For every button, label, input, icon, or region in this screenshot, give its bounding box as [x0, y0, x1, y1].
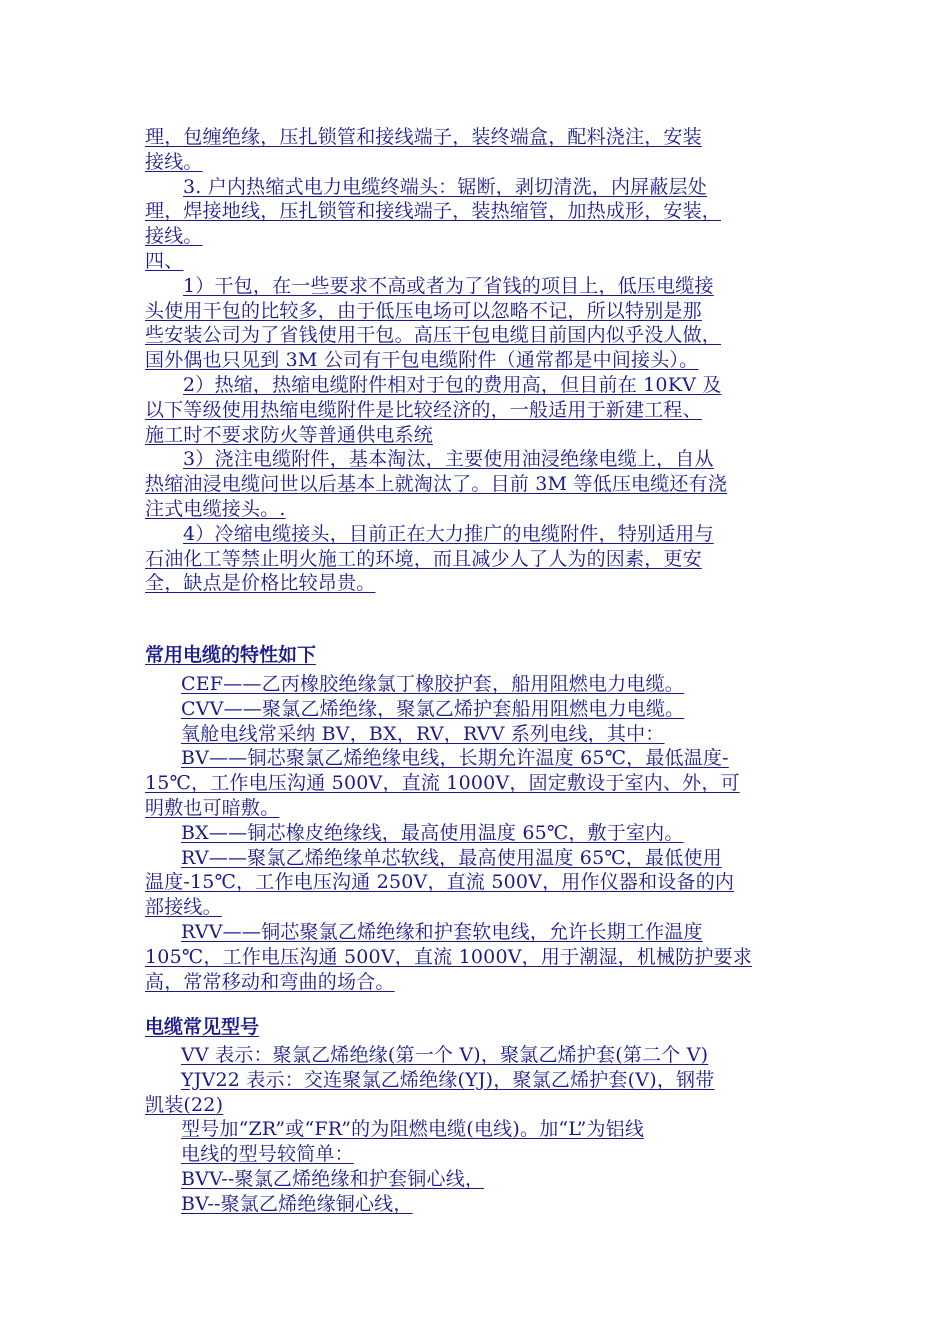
text-line: VV 表示：聚氯乙烯绝缘(第一个 V)，聚氯乙烯护套(第二个 V): [181, 1044, 709, 1066]
text-line: BV--聚氯乙烯绝缘铜心线，: [181, 1192, 413, 1215]
text-line: 1）干包，在一些要求不高或者为了省钱的项目上，低压电缆接: [183, 274, 714, 297]
text-line: 头使用干包的比较多，由于低压电场可以忽略不记，所以特别是那: [145, 299, 702, 322]
text-line: 2）热缩，热缩电缆附件相对于包的费用高，但目前在 10KV 及: [183, 373, 722, 396]
text-line: 3. 户内热缩式电力电缆终端头：锯断，剥切清洗，内屏蔽层处: [183, 175, 707, 198]
text-line: 接线。: [145, 150, 203, 173]
section-heading-cable-properties: 常用电缆的特性如下: [145, 644, 317, 666]
text-line: 3）浇注电缆附件，基本淘汰，主要使用油浸绝缘电缆上，自从: [183, 448, 714, 471]
text-line: BV——铜芯聚氯乙烯绝缘电线，长期允许温度 65℃，最低温度-: [181, 747, 729, 770]
text-line: CVV——聚氯乙烯绝缘，聚氯乙烯护套船用阻燃电力电缆。: [181, 697, 685, 720]
text-line: 石油化工等禁止明火施工的环境，而且减少人了人为的因素，更安: [145, 547, 702, 570]
text-line: BX——铜芯橡皮绝缘线，最高使用温度 65℃，敷于室内。: [181, 821, 684, 844]
text-line: BVV--聚氯乙烯绝缘和护套铜心线，: [181, 1167, 485, 1190]
text-line: RV——聚氯乙烯绝缘单芯软线，最高使用温度 65℃，最低使用: [181, 846, 722, 869]
section-cable-accessories: [145, 125, 810, 596]
text-line: 凯装(22): [145, 1093, 224, 1116]
text-line: 105℃，工作电压沟通 500V，直流 1000V，用于潮湿，机械防护要求: [145, 945, 753, 968]
text-line: 明敷也可暗敷。: [145, 796, 280, 819]
text-line: 电线的型号较简单：: [181, 1143, 354, 1166]
text-line: 注式电缆接头。.: [145, 497, 286, 520]
text-line: 四、: [145, 249, 184, 272]
text-line: 部接线。: [145, 896, 222, 919]
text-line: 些安装公司为了省钱使用干包。高压干包电缆目前国内似乎没人做，: [145, 324, 722, 347]
section-cable-models: [145, 1043, 810, 1217]
text-line: 热缩油浸电缆问世以后基本上就淘汰了。目前 3M 等低压电缆还有浇: [145, 473, 728, 496]
text-line: RVV——铜芯聚氯乙烯绝缘和护套软电线，允许长期工作温度: [181, 920, 703, 943]
text-line: 高，常常移动和弯曲的场合。: [145, 970, 395, 993]
text-line: 4）冷缩电缆接头，目前正在大力推广的电缆附件，特别适用与: [183, 522, 714, 545]
text-line: 理，焊接地线，压扎锁管和接线端子，装热缩管，加热成形，安装，: [145, 200, 722, 223]
text-line: 理，包缠绝缘，压扎锁管和接线端子，装终端盒，配料浇注，安装: [145, 126, 702, 148]
text-line: 全，缺点是价格比较昂贵。: [145, 572, 376, 595]
text-line: 温度-15℃，工作电压沟通 250V，直流 500V，用作仪器和设备的内: [145, 871, 735, 894]
text-line: 以下等级使用热缩电缆附件是比较经济的，一般适用于新建工程、: [145, 398, 702, 421]
text-line: 型号加“ZR”或“FR”的为阻燃电缆(电线)。加“L”为铝线: [181, 1118, 645, 1141]
section-heading-cable-models: 电缆常见型号: [145, 1016, 260, 1038]
section-cable-properties: [145, 672, 810, 994]
text-line: 接线。: [145, 225, 203, 248]
text-line: YJV22 表示：交连聚氯乙烯绝缘(YJ)，聚氯乙烯护套(V)，钢带: [181, 1068, 715, 1091]
text-line: 氧舱电线常采纳 BV，BX，RV，RVV 系列电线，其中：: [181, 722, 665, 745]
text-line: CEF——乙丙橡胶绝缘氯丁橡胶护套，船用阻燃电力电缆。: [181, 673, 684, 695]
text-line: 国外偶也只见到 3M 公司有干包电缆附件（通常都是中间接头）。: [145, 349, 699, 372]
text-line: 施工时不要求防火等普通供电系统: [145, 423, 434, 446]
text-line: 15℃，工作电压沟通 500V，直流 1000V，固定敷设于室内、外，可: [145, 772, 740, 795]
